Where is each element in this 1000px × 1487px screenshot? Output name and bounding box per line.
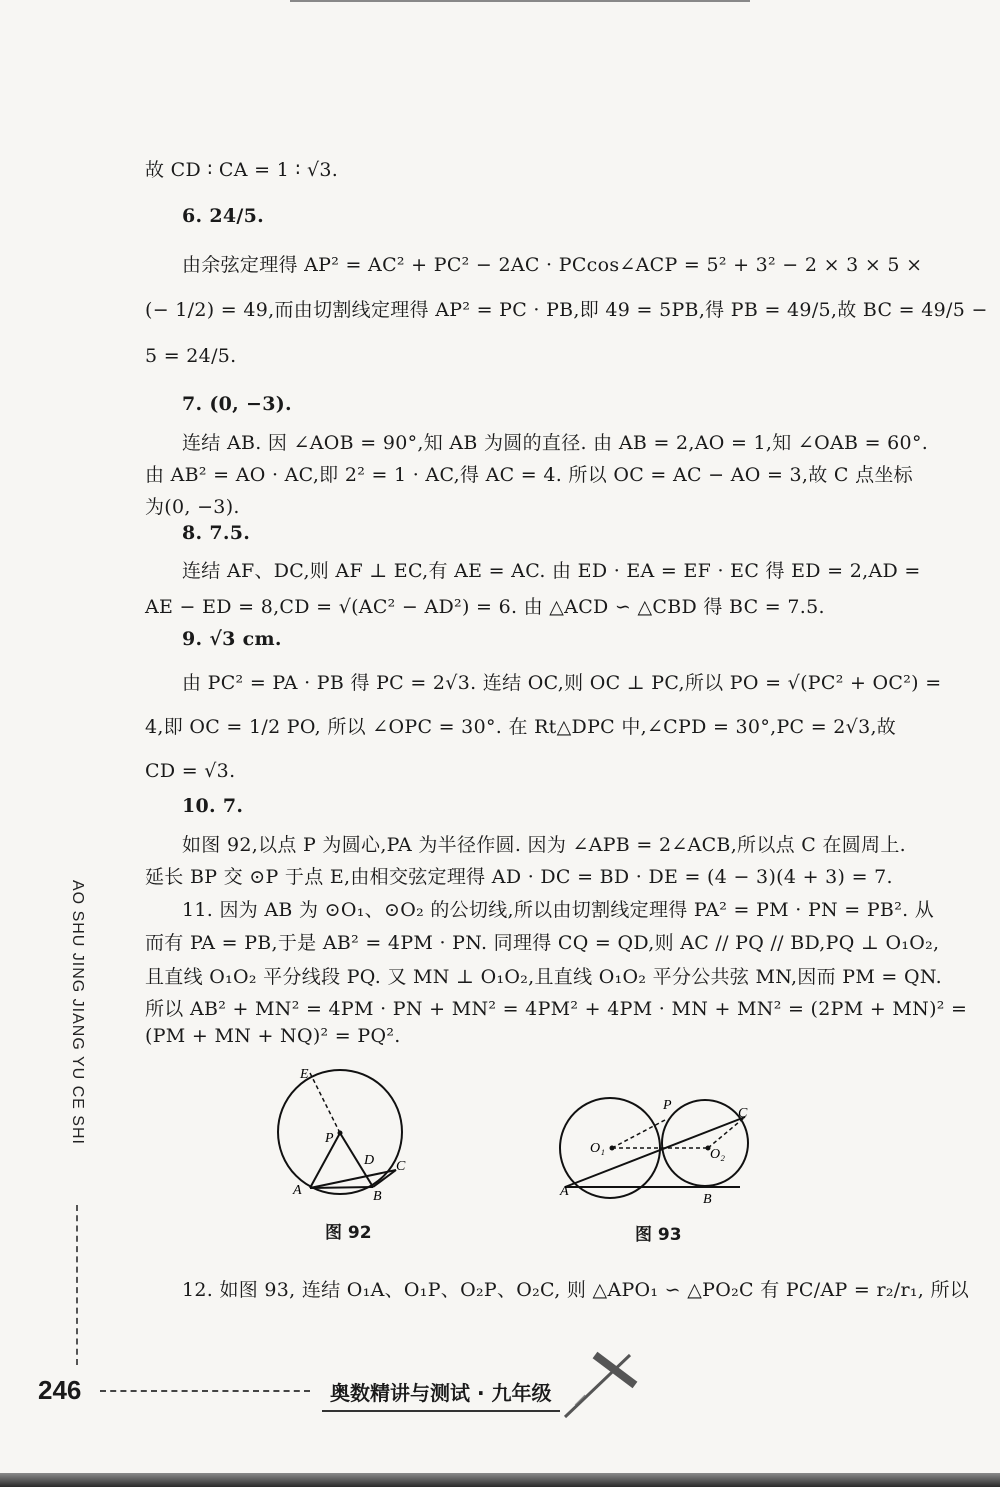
answer-7: 7. (0, −3). <box>182 393 292 415</box>
fig93-circle-O2 <box>662 1100 748 1186</box>
answer-12: 12. 如图 93, 连结 O₁A、O₁P、O₂P、O₂C, 则 △APO₁ ∽ △PO₂C 有 PC/AP = r₂/r₁, 所以 <box>182 1279 970 1301</box>
scan-bottom-edge <box>0 1473 1000 1487</box>
text-line-3: 由余弦定理得 AP² = AC² + PC² − 2AC · PCcos∠ACP = 5² + 3² − 2 × 3 × 5 × <box>182 254 923 276</box>
fig93-caption: 图 93 <box>635 1225 682 1245</box>
side-dash-rule <box>76 1205 78 1365</box>
fig93-label-A: A <box>560 1184 569 1199</box>
text-line-23: 所以 AB² + MN² = 4PM · PN + MN² = 4PM² + 4PM · MN + MN² = (2PM + MN)² = <box>145 998 968 1020</box>
fig93-label-P: P <box>663 1098 672 1113</box>
fig92-label-C: C <box>396 1159 406 1174</box>
book-title: 奥数精讲与测试 · 九年级 <box>322 1373 560 1412</box>
text-line-21: 而有 PA = PB,于是 AB² = 4PM · PN. 同理得 CQ = QD,则 AC // PQ // BD,PQ ⊥ O₁O₂, <box>145 932 940 954</box>
text-line-5: 5 = 24/5. <box>145 345 237 367</box>
fig92-label-P: P <box>325 1131 334 1146</box>
fig92-label-A: A <box>293 1183 302 1198</box>
text-line-16: CD = √3. <box>145 760 236 782</box>
fig92-label-E: E <box>300 1067 309 1082</box>
footer-dash-rule <box>100 1390 310 1392</box>
text-line-11: 连结 AF、DC,则 AF ⊥ EC,有 AE = AC. 由 ED · EA = EF · EC 得 ED = 2,AD = <box>182 560 921 582</box>
fig93-label-O1: O₁ <box>590 1141 605 1156</box>
text-line-18: 如图 92,以点 P 为圆心,PA 为半径作圆. 因为 ∠APB = 2∠ACB,所以点 C 在圆周上. <box>182 834 906 856</box>
fig92-line-EP <box>310 1073 340 1133</box>
text-line-22: 且直线 O₁O₂ 平分线段 PQ. 又 MN ⊥ O₁O₂,且直线 O₁O₂ 平分公共弦 MN,因而 PM = QN. <box>145 966 942 988</box>
figure-92 <box>270 1060 430 1210</box>
answer-11: 11. 因为 AB 为 ⊙O₁、⊙O₂ 的公切线,所以由切割线定理得 PA² = PM · PN = PB². 从 <box>182 899 935 921</box>
text-line-8: 由 AB² = AO · AC,即 2² = 1 · AC,得 AC = 4. 所以 OC = AC − AO = 3,故 C 点坐标 <box>145 464 913 486</box>
text-line-1: 故 CD ∶ CA = 1 ∶ √3. <box>145 159 339 181</box>
side-running-header: AO SHU JING JIANG YU CE SHI <box>69 880 86 1145</box>
answer-9: 9. √3 cm. <box>182 628 282 650</box>
fig92-caption: 图 92 <box>325 1223 372 1243</box>
text-line-4: (− 1/2) = 49,而由切割线定理得 AP² = PC · PB,即 49 = 5PB,得 PB = 49/5,故 BC = 49/5 − <box>145 299 988 321</box>
text-line-12: AE − ED = 8,CD = √(AC² − AD²) = 6. 由 △ACD ∽ △CBD 得 BC = 7.5. <box>145 596 825 618</box>
page-number: 246 <box>38 1375 82 1405</box>
fig92-line-AB <box>310 1187 373 1188</box>
fig92-label-B: B <box>373 1189 382 1204</box>
fig93-line-O2C <box>708 1117 745 1148</box>
top-rule <box>290 0 750 2</box>
answer-8: 8. 7.5. <box>182 522 251 544</box>
figure-93 <box>550 1095 760 1210</box>
fig92-label-D: D <box>364 1153 375 1168</box>
text-line-9: 为(0, −3). <box>145 496 240 518</box>
answer-10: 10. 7. <box>182 795 244 817</box>
text-line-15: 4,即 OC = 1/2 PO, 所以 ∠OPC = 30°. 在 Rt△DPC 中,∠CPD = 30°,PC = 2√3,故 <box>145 716 897 738</box>
text-line-24: (PM + MN + NQ)² = PQ². <box>145 1025 401 1047</box>
fig93-label-B: B <box>703 1192 712 1207</box>
text-line-14: 由 PC² = PA · PB 得 PC = 2√3. 连结 OC,则 OC ⊥ PC,所以 PO = √(PC² + OC²) = <box>182 672 942 694</box>
pencil-ruler-icon <box>555 1345 645 1425</box>
fig93-label-O2: O₂ <box>710 1147 725 1162</box>
fig93-point-O1 <box>610 1146 615 1151</box>
answer-6: 6. 24/5. <box>182 205 265 227</box>
text-line-7: 连结 AB. 因 ∠AOB = 90°,知 AB 为圆的直径. 由 AB = 2,AO = 1,知 ∠OAB = 60°. <box>182 432 929 454</box>
text-line-19: 延长 BP 交 ⊙P 于点 E,由相交弦定理得 AD · DC = BD · DE = (4 − 3)(4 + 3) = 7. <box>145 866 893 888</box>
fig93-label-C: C <box>738 1106 748 1121</box>
fig92-point-P <box>338 1131 343 1136</box>
